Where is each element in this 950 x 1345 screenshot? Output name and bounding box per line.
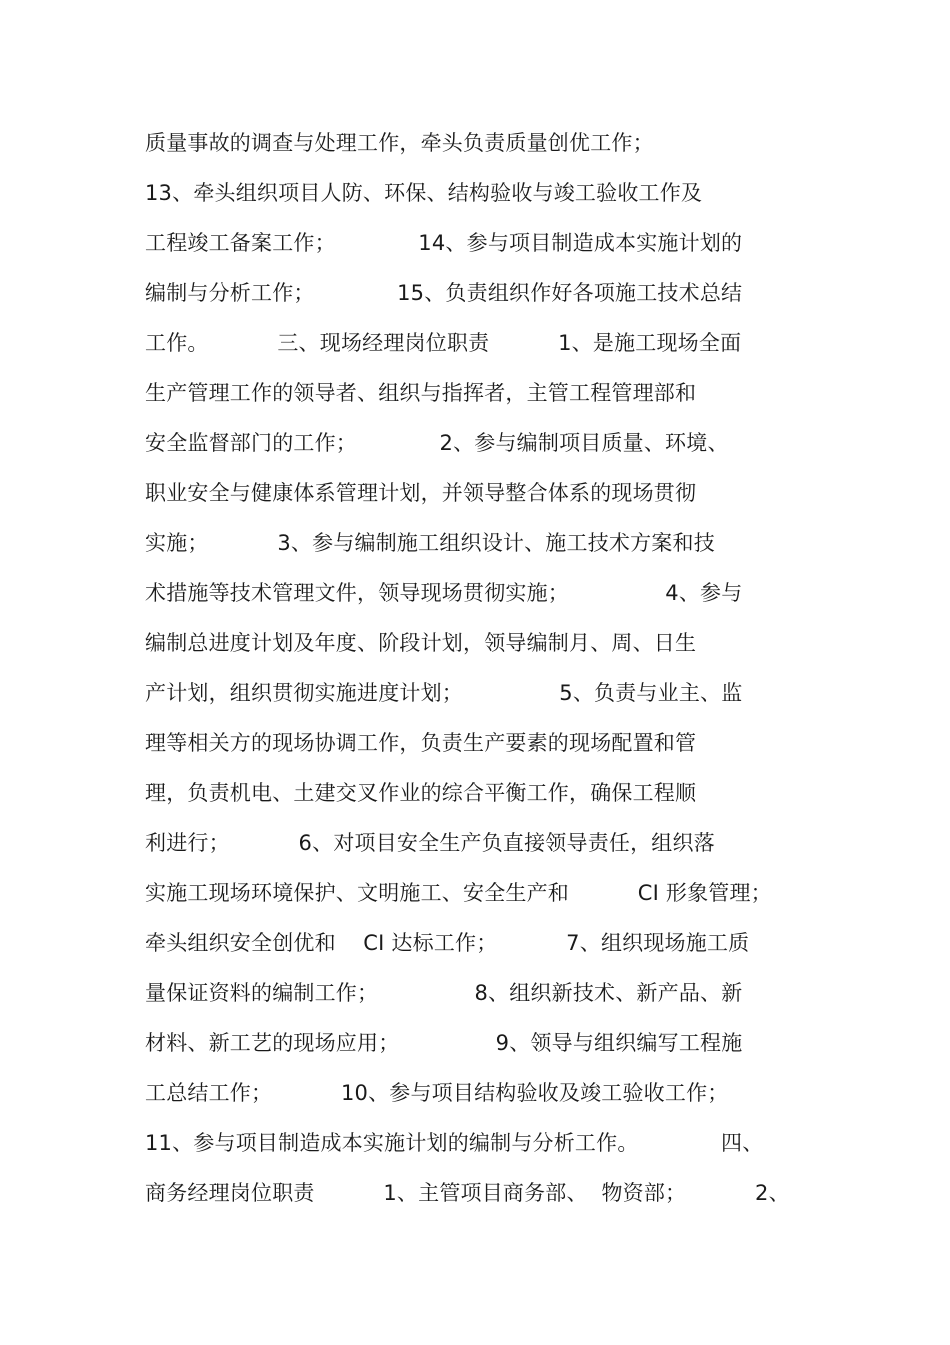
text-line: 理，负责机电、土建交叉作业的综合平衡工作，确保工程顺 bbox=[145, 781, 697, 805]
text-line: 质量事故的调查与处理工作，牵头负责质量创优工作； bbox=[145, 131, 654, 155]
text-line: 编制总进度计划及年度、阶段计划，领导编制月、周、日生 bbox=[145, 631, 697, 655]
text-line: 商务经理岗位职责 1、主管项目商务部、 物资部； 2、 bbox=[145, 1181, 790, 1205]
text-line: 实施工现场环境保护、文明施工、安全生产和 CI 形象管理； bbox=[145, 881, 772, 905]
text-line: 牵头组织安全创优和 CI 达标工作； 7、组织现场施工质 bbox=[145, 931, 750, 955]
text-line: 材料、新工艺的现场应用； 9、领导与组织编写工程施 bbox=[145, 1031, 743, 1055]
text-line: 工程竣工备案工作； 14、参与项目制造成本实施计划的 bbox=[145, 231, 743, 255]
text-line: 工作。 三、现场经理岗位职责 1、是施工现场全面 bbox=[145, 331, 742, 355]
text-line: 产计划，组织贯彻实施进度计划； 5、负责与业主、监 bbox=[145, 681, 743, 705]
text-line: 11、参与项目制造成本实施计划的编制与分析工作。 四、 bbox=[145, 1131, 764, 1155]
text-line: 13、牵头组织项目人防、环保、结构验收与竣工验收工作及 bbox=[145, 181, 703, 205]
text-line: 职业安全与健康体系管理计划，并领导整合体系的现场贯彻 bbox=[145, 481, 697, 505]
text-line: 编制与分析工作； 15、负责组织作好各项施工技术总结 bbox=[145, 281, 743, 305]
text-line: 工总结工作； 10、参与项目结构验收及竣工验收工作； bbox=[145, 1081, 729, 1105]
body-text bbox=[145, 118, 835, 1218]
text-line: 理等相关方的现场协调工作，负责生产要素的现场配置和管 bbox=[145, 731, 697, 755]
text-line: 实施； 3、参与编制施工组织设计、施工技术方案和技 bbox=[145, 531, 715, 555]
text-line: 术措施等技术管理文件，领导现场贯彻实施； 4、参与 bbox=[145, 581, 743, 605]
text-line: 生产管理工作的领导者、组织与指挥者，主管工程管理部和 bbox=[145, 381, 697, 405]
text-line: 量保证资料的编制工作； 8、组织新技术、新产品、新 bbox=[145, 981, 743, 1005]
text-line: 利进行； 6、对项目安全生产负直接领导责任，组织落 bbox=[145, 831, 715, 855]
text-line: 安全监督部门的工作； 2、参与编制项目质量、环境、 bbox=[145, 431, 729, 455]
